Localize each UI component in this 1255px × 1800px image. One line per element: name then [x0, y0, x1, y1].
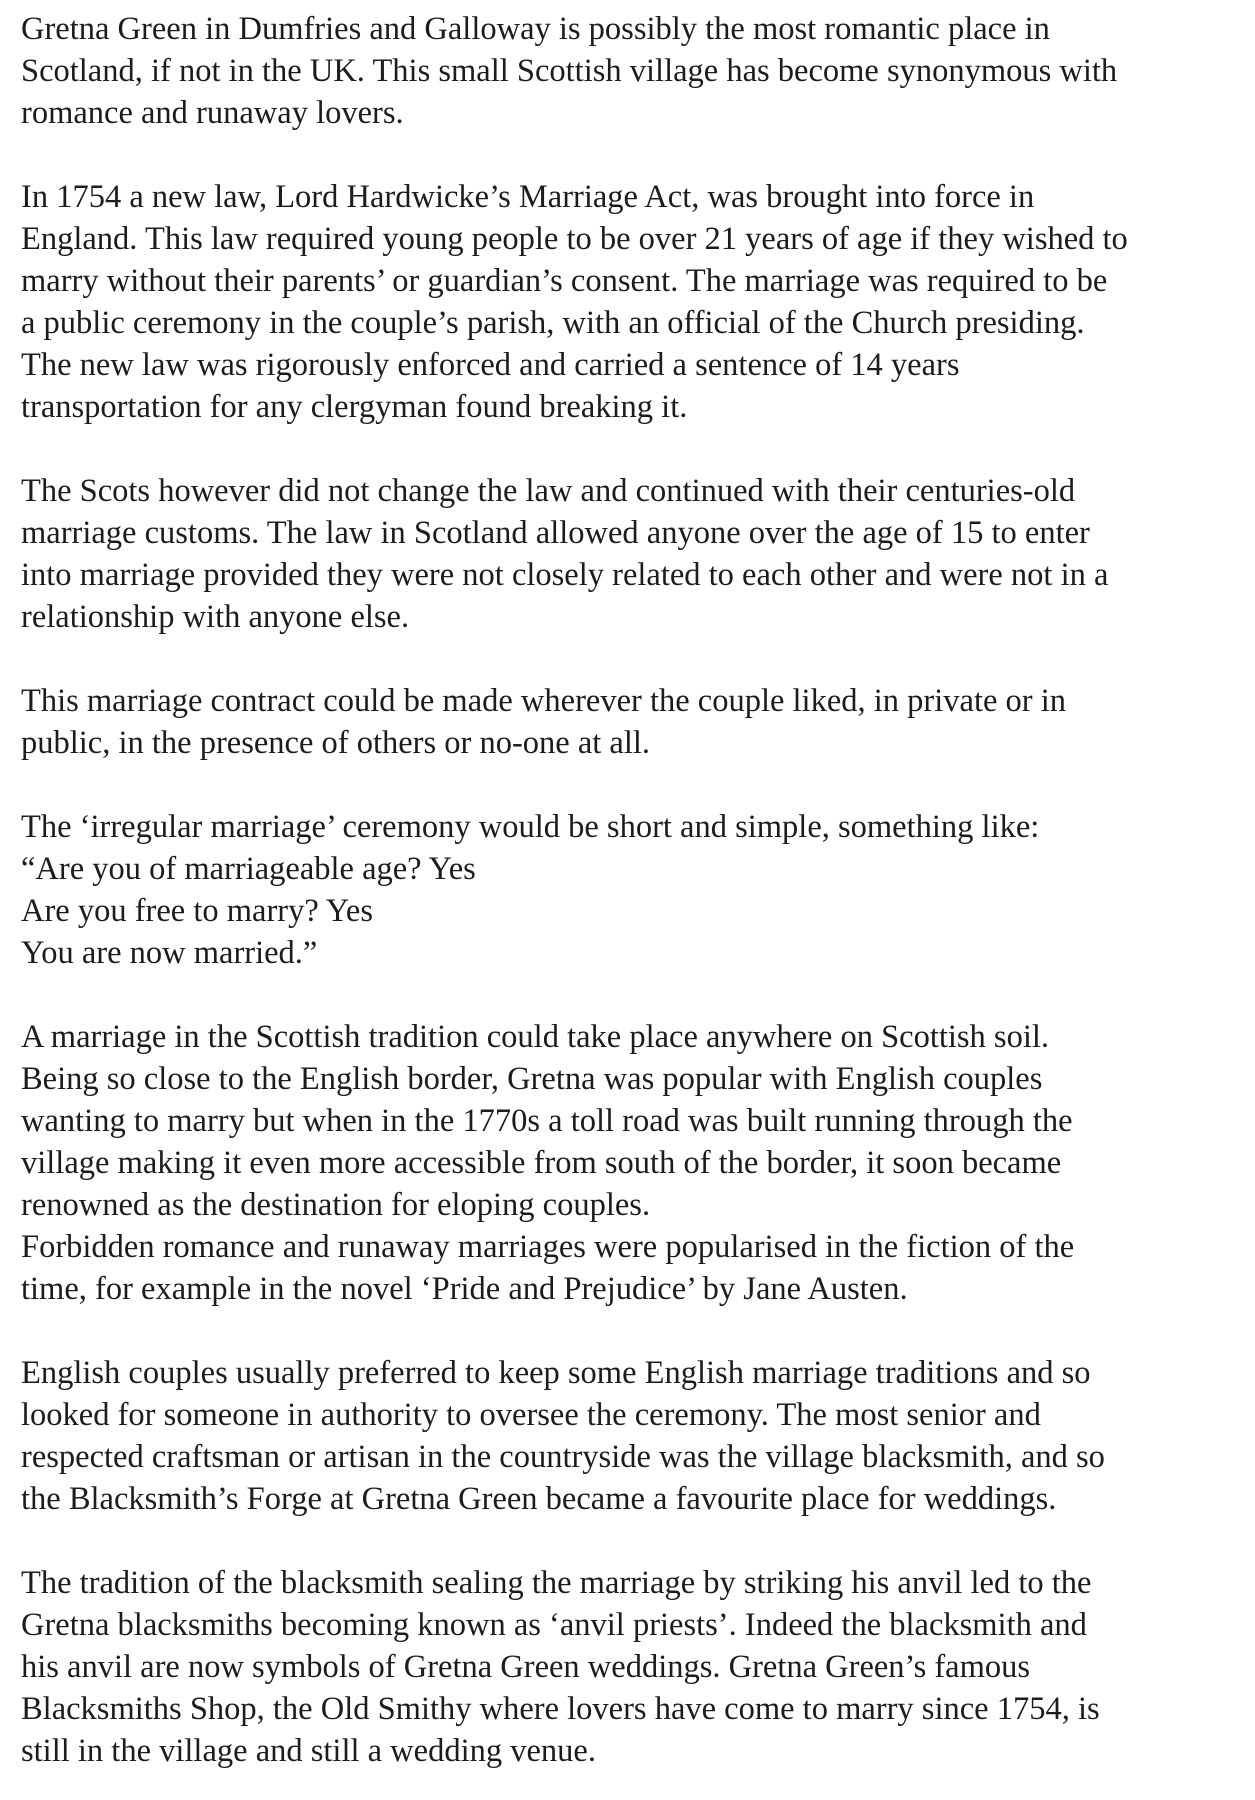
paragraph-scottish-law: The Scots however did not change the law and continued with their centuries-old marriage customs. The law in Scotland allowed anyone over the age of 15 to enter into marriage provided they were not closely related to each other and were not in a relationship with anyone else.: [21, 473, 1109, 635]
paragraph-marriage-contract: This marriage contract could be made wherever the couple liked, in private or in public, in the presence of others or no-one at all.: [21, 683, 1066, 761]
paragraph-toll-road: A marriage in the Scottish tradition could take place anywhere on Scottish soil. Being so close to the English border, Gretna was popular with English couples wanting to marry but when in the 1770s a toll road was built running through the village making it even more accessible from south of the border, it soon became renowned as the destination for eloping couples.: [21, 1019, 1073, 1223]
paragraph-blacksmith-forge: English couples usually preferred to keep some English marriage traditions and so looked for someone in authority to oversee the ceremony. The most senior and respected craftsman or artisan in the countryside was the village blacksmith, and so the Blacksmith’s Forge at Gretna Green became a favourite place for weddings.: [21, 1355, 1105, 1517]
paragraph-intro: Gretna Green in Dumfries and Galloway is possibly the most romantic place in Scotland, if not in the UK. This small Scottish village has become synonymous with romance and runaway lovers.: [21, 11, 1118, 131]
paragraph-anvil-priests: The tradition of the blacksmith sealing the marriage by striking his anvil led to the Gretna blacksmiths becoming known as ‘anvil priests’. Indeed the blacksmith and his anvil are now symbols of Gretna Green weddings. Gretna Green’s famous Blacksmiths Shop, the Old Smithy where lovers have come to marry since 1754, is still in the village and still a wedding venue.: [21, 1565, 1100, 1769]
paragraph-fiction: Forbidden romance and runaway marriages were popularised in the fiction of the time, for example in the novel ‘Pride and Prejudice’ by Jane Austen.: [21, 1229, 1075, 1307]
paragraph-marriage-act: In 1754 a new law, Lord Hardwicke’s Marriage Act, was brought into force in England. This law required young people to be over 21 years of age if they wished to marry without their parents’ or guardian’s consent. The marriage was required to be a public ceremony in the couple’s parish, with an official of the Church presiding. The new law was rigorously enforced and carried a sentence of 14 years transportation for any clergyman found breaking it.: [21, 179, 1128, 425]
paragraph-irregular-ceremony: The ‘irregular marriage’ ceremony would be short and simple, something like: “Are you of marriageable age? Yes Are you free to marry? Yes You are now married.”: [21, 809, 1040, 971]
